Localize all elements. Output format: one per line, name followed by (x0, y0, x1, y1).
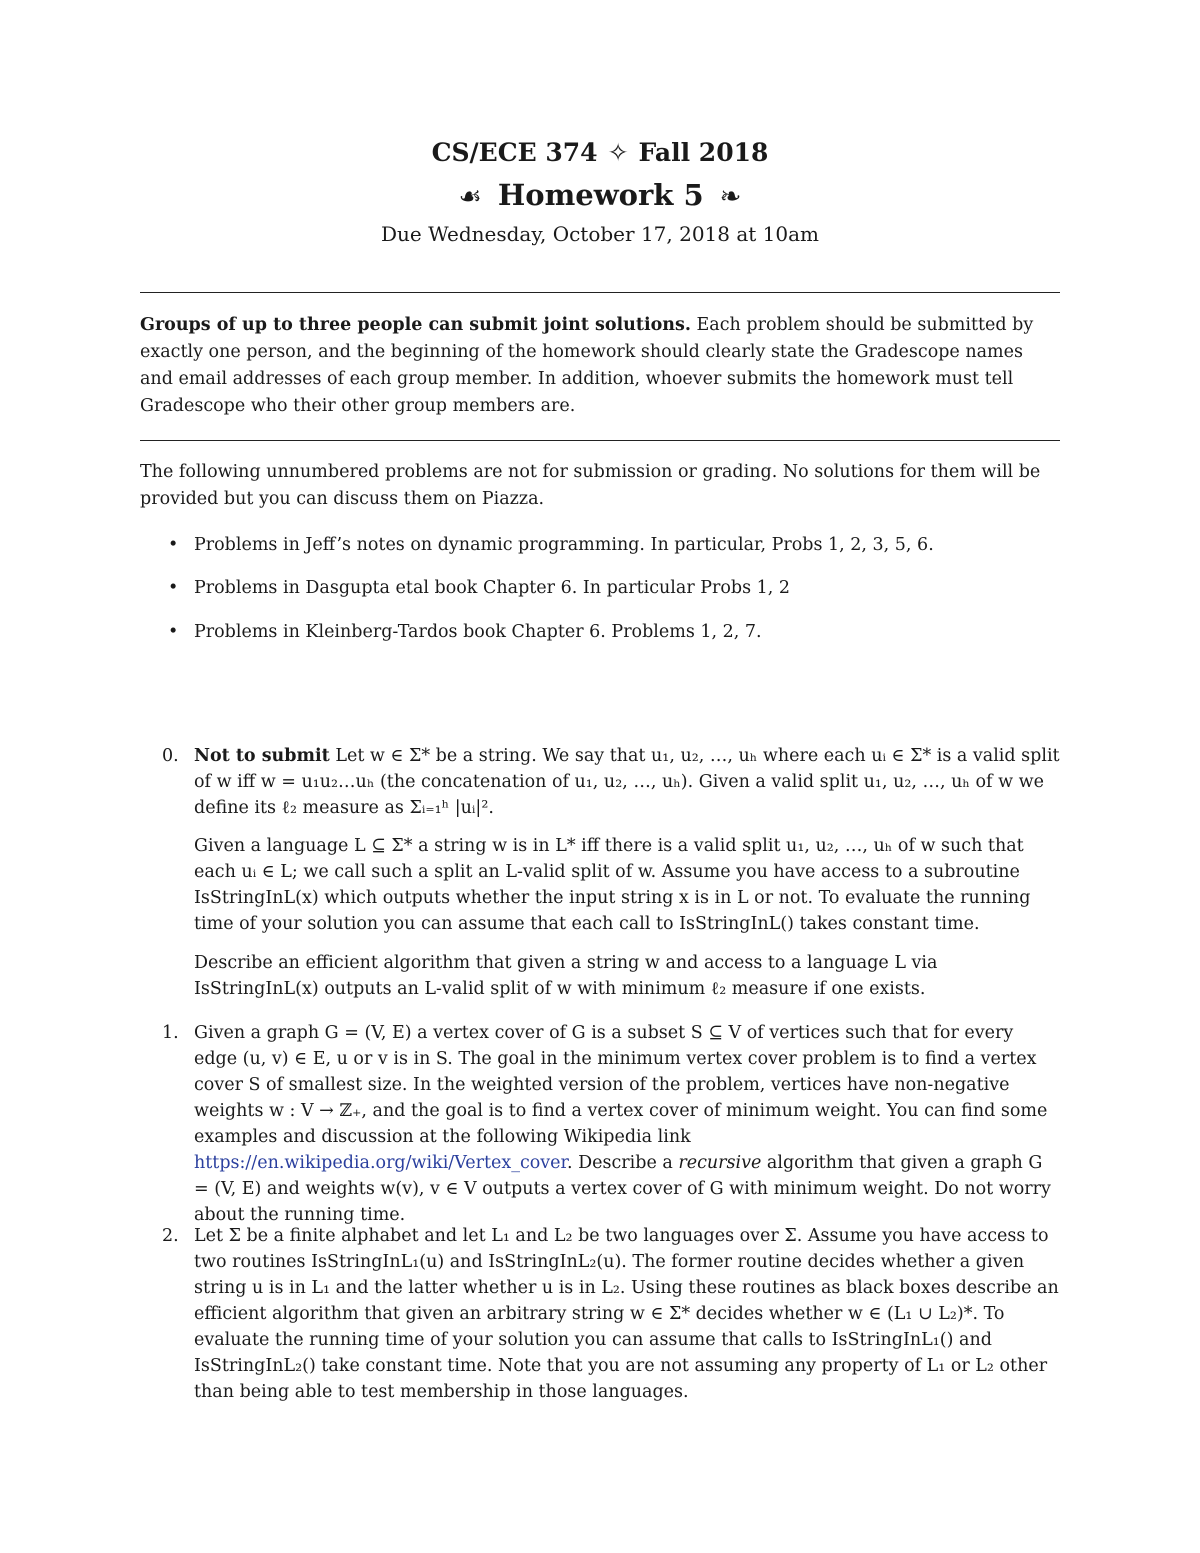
divider-top (140, 292, 1060, 293)
unnumbered-intro: The following unnumbered problems are not for submission or grading. No solutions for them will be provided but you can discuss them on Piazza. (140, 462, 1041, 509)
right-ornament-icon: ❧ (719, 182, 742, 212)
problem-lead: Not to submit (194, 746, 330, 766)
problem-number: 0. (162, 746, 179, 766)
title-text: Homework 5 (497, 178, 704, 212)
left-ornament-icon: ☙ (458, 182, 482, 212)
page-title (0, 178, 1200, 212)
list-item-text: Problems in Dasgupta etal book Chapter 6. In particular Probs 1, 2 (194, 578, 791, 598)
bullet-icon: • (168, 535, 179, 555)
list-item (168, 619, 1058, 646)
wikipedia-link[interactable]: https://en.wikipedia.org/wiki/Vertex_cover (194, 1153, 567, 1173)
bullet-icon: • (168, 622, 179, 642)
bullet-icon: • (168, 578, 179, 598)
problem-1-text-c: algorithm that given a graph G = (V, E) and weights w(v), v ∈ V outputs a vertex cover of G with minimum weight. Do not worry about the running time. (194, 1153, 1051, 1225)
problem-1-emphasis: recursive (678, 1153, 762, 1173)
problem-1 (162, 1020, 1060, 1228)
problem-1-text-a: Given a graph G = (V, E) a vertex cover of G is a subset S ⊆ V of vertices such that for every edge (u, v) ∈ E, u or v is in S. The goal in the minimum vertex cover problem is to find a vertex cover S of smallest size. In the weighted version of the problem, vertices have non-negative weights w : V → ℤ₊, and the goal is to find a vertex cover of minimum weight. You can find some examples and discussion at the following Wikipedia link (194, 1023, 1048, 1147)
divider-bottom (140, 440, 1060, 441)
problem-2-text: Let Σ be a finite alphabet and let L₁ and L₂ be two languages over Σ. Assume you have access to two routines IsStringInL₁(u) and IsStringInL₂(u). The former routine decides whether a given string u is in L₁ and the latter whether u is in L₂. Using these routines as black boxes describe an efficient algorithm that given an arbitrary string w ∈ Σ* decides whether w ∈ (L₁ ∪ L₂)*. To evaluate the running time of your solution you can assume that calls to IsStringInL₁() and IsStringInL₂() take constant time. Note that you are not assuming any property of L₁ or L₂ other than being able to test membership in those languages. (194, 1226, 1059, 1402)
problem-number: 2. (162, 1226, 179, 1246)
problem-0-para-2: Given a language L ⊆ Σ* a string w is in L* iff there is a valid split u₁, u₂, …, uₕ of w such that each uᵢ ∈ L; we call such a split an L-valid split of w. Assume you have access to a subroutine IsStringInL(x) which outputs whether the input string x is in L or not. To evaluate the running time of your solution you can assume that each call to IsStringInL() takes constant time. (194, 836, 1031, 934)
course-line (0, 138, 1200, 167)
term: Fall 2018 (638, 138, 769, 167)
problem-number: 1. (162, 1023, 179, 1043)
course-code: CS/ECE 374 (431, 138, 598, 167)
list-item (168, 575, 1058, 602)
groups-lead: Groups of up to three people can submit joint solutions. (140, 315, 691, 335)
problem-0-para-3: Describe an efficient algorithm that given a string w and access to a language L via IsStringInL(x) outputs an L-valid split of w with minimum ℓ₂ measure if one exists. (194, 953, 938, 999)
problem-2 (162, 1223, 1060, 1405)
problem-1-text-b: . Describe a (567, 1153, 679, 1173)
groups-rest: Each problem should be submitted by exactly one person, and the beginning of the homework should clearly state the Gradescope names and email addresses of each group member. In addition, whoever submits the homework must tell Gradescope who their other group members are. (140, 315, 1034, 416)
problem-0 (162, 743, 1060, 821)
list-item-text: Problems in Kleinberg-Tardos book Chapter 6. Problems 1, 2, 7. (194, 622, 762, 642)
list-item-text: Problems in Jeff’s notes on dynamic programming. In particular, Probs 1, 2, 3, 5, 6. (194, 535, 934, 555)
groups-paragraph (140, 312, 1060, 420)
diamond-separator-icon: ✧ (607, 138, 629, 167)
list-item (168, 532, 1058, 559)
due-date: Due Wednesday, October 17, 2018 at 10am (380, 222, 820, 246)
problem-0-para-1: Let w ∈ Σ* be a string. We say that u₁, u₂, …, uₕ where each uᵢ ∈ Σ* is a valid split of w iff w = u₁u₂…uₕ (the concatenation of u₁, u₂, …, uₕ). Given a valid split u₁, u₂, …, uₕ of w we define its ℓ₂ measure as Σᵢ₌₁ʰ |uᵢ|². (194, 746, 1060, 818)
